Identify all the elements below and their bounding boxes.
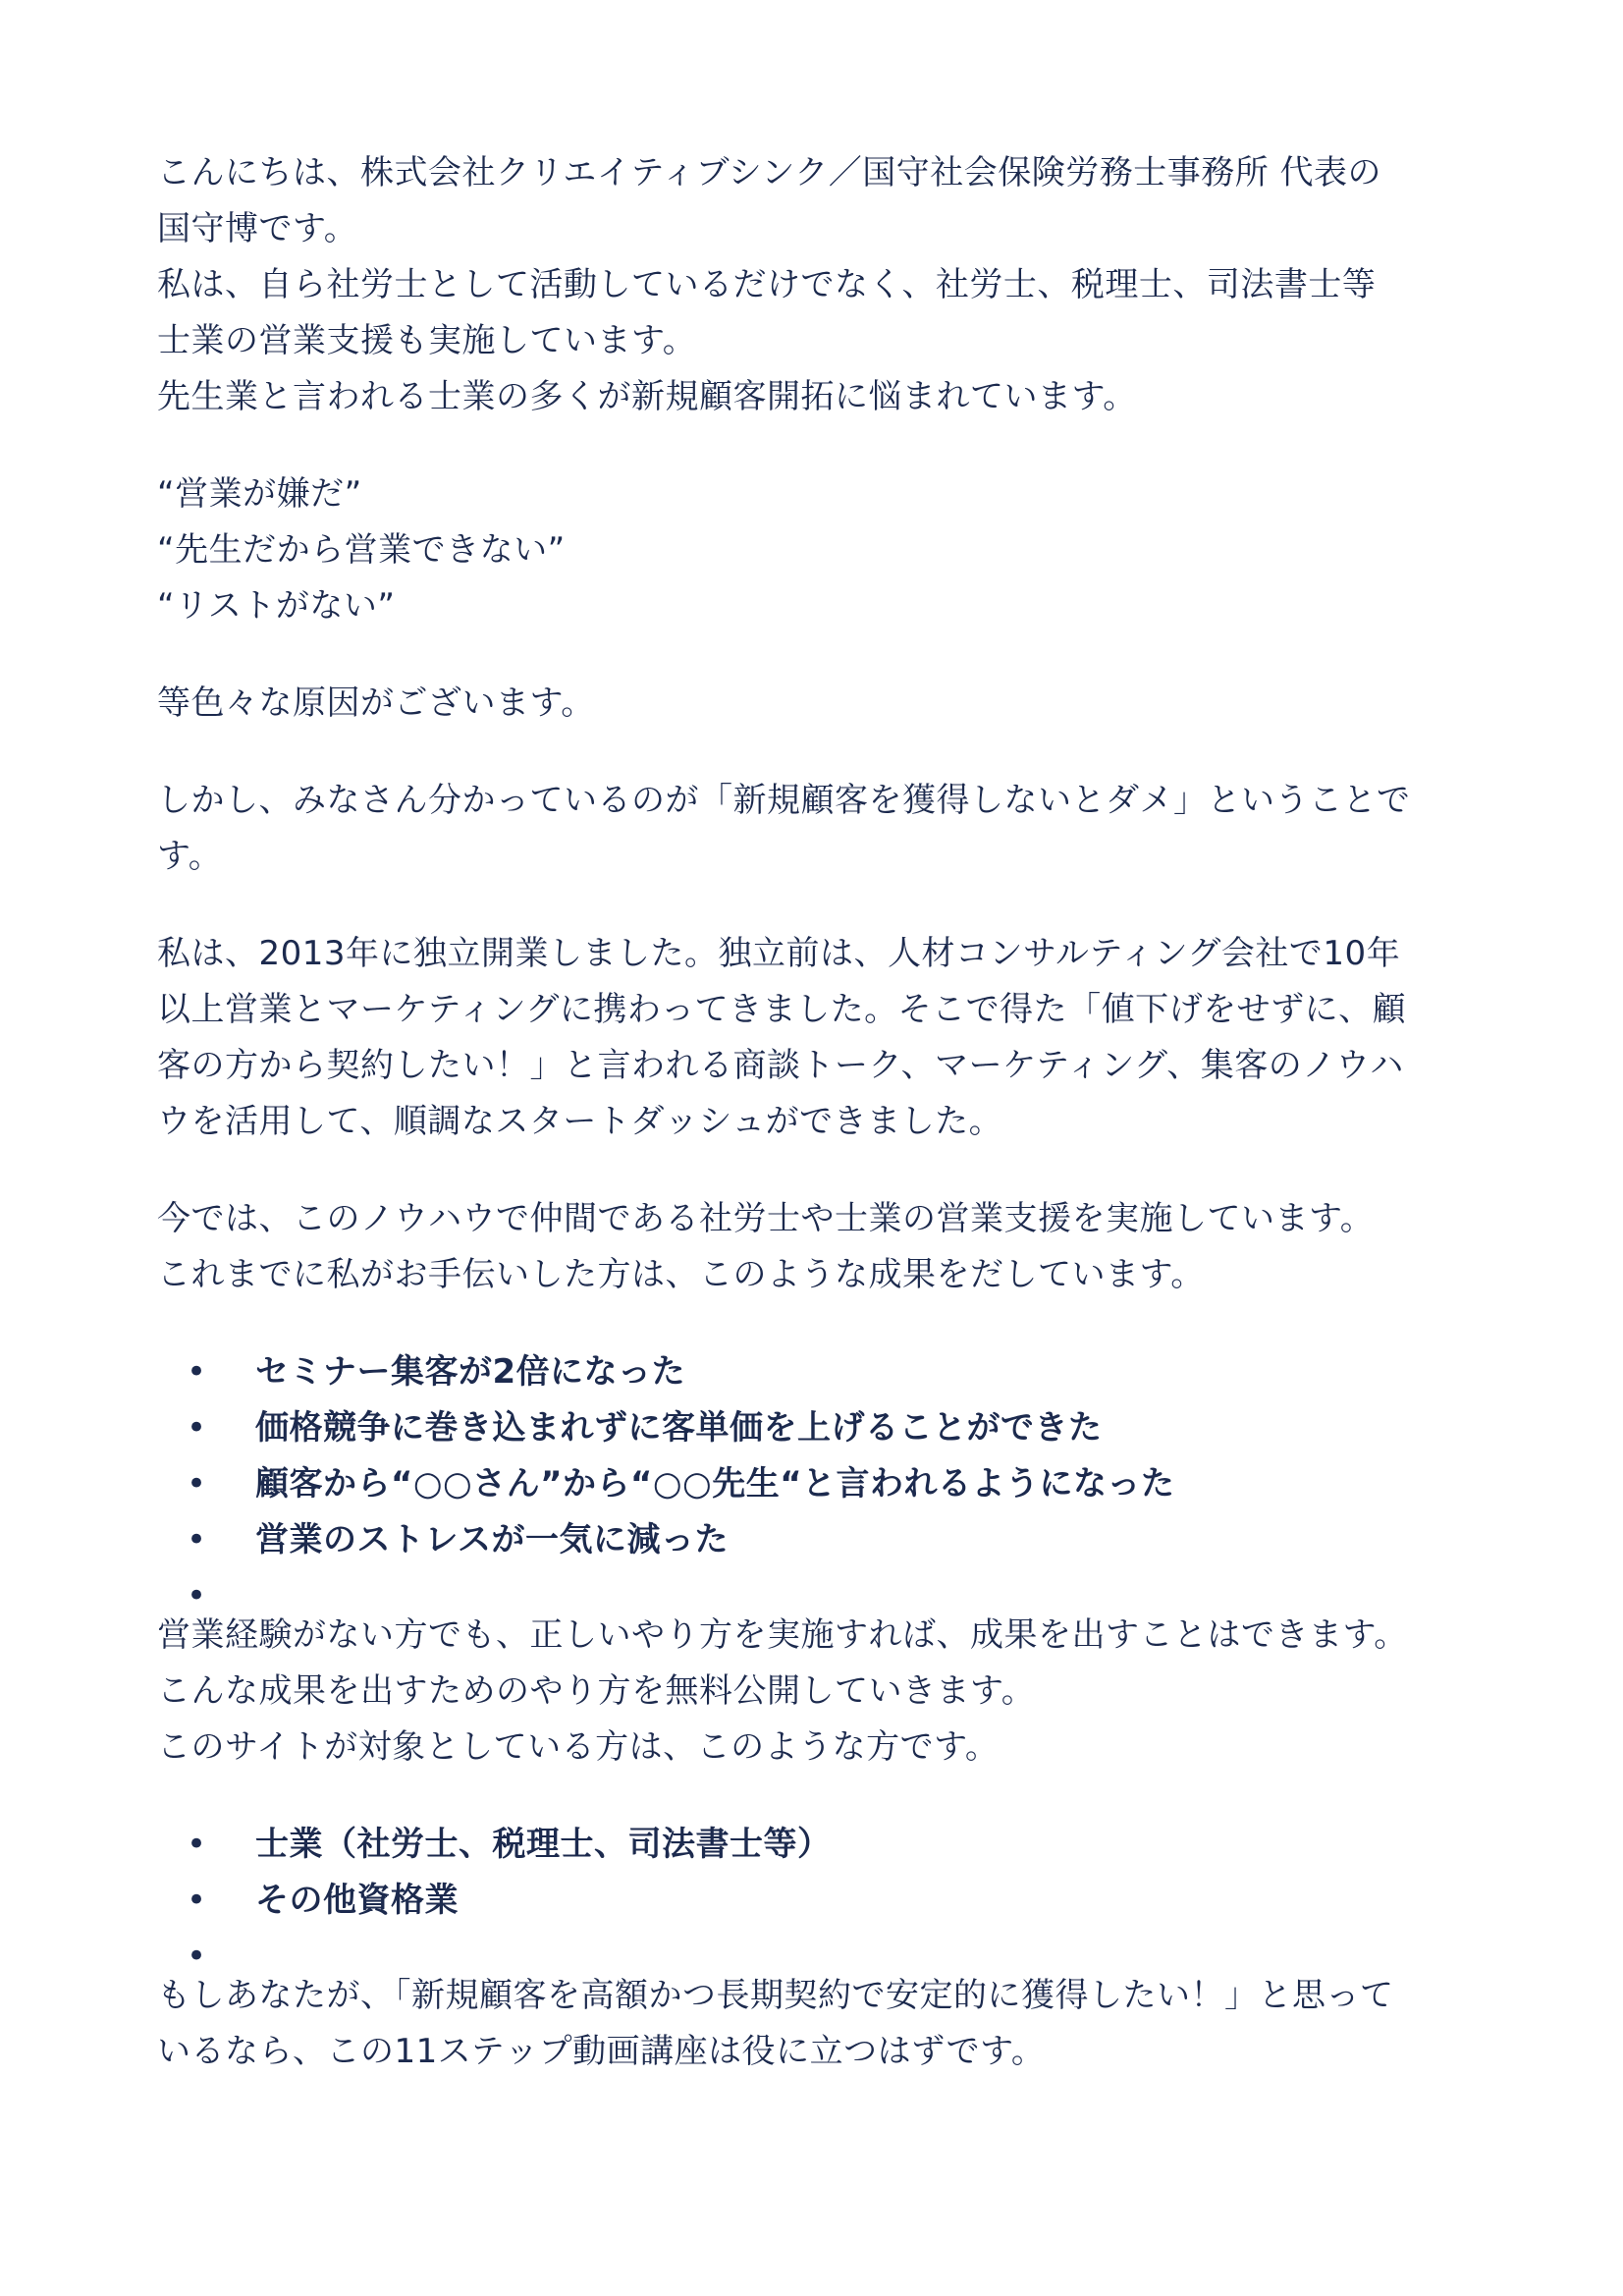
bullet-icon: • [187, 1464, 207, 1503]
paragraph-spacer [157, 732, 1483, 773]
paragraph-spacer [157, 1150, 1483, 1191]
intro-line: 士業の営業支援も実施しています。 [157, 321, 697, 360]
intro-paragraph [157, 145, 1483, 425]
however-paragraph [157, 773, 1483, 885]
method-paragraph [157, 1608, 1483, 1776]
list-item [157, 1817, 1483, 1873]
intro-line: 先生業と言われる士業の多くが新規顧客開拓に悩まれています。 [157, 377, 1137, 416]
method-line: このサイトが対象としている方は、このような方です。 [157, 1727, 1000, 1767]
reasons-paragraph [157, 676, 1483, 732]
list-item-text: セミナー集客が2倍になった [255, 1352, 686, 1392]
quotes-paragraph [157, 466, 1483, 634]
paragraph-spacer [157, 885, 1483, 926]
paragraph-spacer [157, 1303, 1483, 1344]
method-line: こんな成果を出すためのやり方を無料公開していきます。 [157, 1671, 1036, 1711]
bullet-icon: • [187, 1352, 207, 1392]
list-item [157, 1400, 1483, 1456]
document-body [157, 145, 1483, 2080]
list-item-text: 士業（社労士、税理士、司法書士等） [255, 1825, 832, 1864]
closing-line: もしあなたが、「新規顧客を高額かつ長期契約で安定的に獲得したい！」と思って [157, 1976, 1394, 2015]
bullet-icon: • [187, 1881, 207, 1920]
list-item-text: 顧客から“○○さん”から“○○先生“と言われるようになった [255, 1464, 1175, 1503]
paragraph-spacer [157, 425, 1483, 466]
history-line: 以上営業とマーケティングに携わってきました。そこで得た「値下げをせずに、顧 [157, 990, 1407, 1029]
closing-paragraph [157, 1968, 1483, 2080]
quote-line: “先生だから営業できない” [157, 530, 566, 570]
results-list [157, 1344, 1483, 1615]
intro-line: 国守博です。 [157, 209, 358, 248]
list-item [157, 1512, 1483, 1568]
history-line: 私は、2013年に独立開業しました。独立前は、人材コンサルティング会社で10年 [157, 934, 1401, 973]
targets-list [157, 1817, 1483, 1976]
list-item-text: 営業のストレスが一気に減った [255, 1520, 729, 1559]
reasons-line: 等色々な原因がございます。 [157, 683, 595, 723]
history-paragraph [157, 926, 1483, 1150]
support-line: 今では、このノウハウで仲間である社労士や士業の営業支援を実施しています。 [157, 1199, 1375, 1238]
quote-line: “営業が嫌だ” [157, 474, 362, 514]
paragraph-spacer [157, 634, 1483, 676]
list-item [157, 1873, 1483, 1929]
history-line: 客の方から契約したい！」と言われる商談トーク、マーケティング、集客のノウハ [157, 1046, 1404, 1085]
however-line: しかし、みなさん分かっているのが「新規顧客を獲得しないとダメ」ということで [157, 781, 1411, 820]
paragraph-spacer [157, 1776, 1483, 1817]
list-item-text: その他資格業 [255, 1881, 459, 1920]
bullet-icon: • [187, 1408, 207, 1448]
history-line: ウを活用して、順調なスタートダッシュができました。 [157, 1102, 1003, 1141]
list-item [157, 1568, 1483, 1615]
closing-line: いるなら、この11ステップ動画講座は役に立つはずです。 [157, 2032, 1046, 2071]
support-paragraph [157, 1191, 1483, 1303]
bullet-icon: • [187, 1520, 207, 1559]
bullet-icon: • [187, 1825, 207, 1864]
bullet-icon: • [187, 1937, 207, 1976]
method-line: 営業経験がない方でも、正しいやり方を実施すれば、成果を出すことはできます。 [157, 1615, 1408, 1655]
intro-line: こんにちは、株式会社クリエイティブシンク／国守社会保険労務士事務所 代表の [157, 153, 1382, 192]
however-line: す。 [157, 837, 223, 876]
intro-line: 私は、自ら社労士として活動しているだけでなく、社労士、税理士、司法書士等 [157, 265, 1377, 304]
list-item-text: 価格競争に巻き込まれずに客単価を上げることができた [255, 1408, 1103, 1448]
bullet-icon: • [187, 1576, 207, 1615]
quote-line: “リストがない” [157, 586, 396, 626]
list-item [157, 1929, 1483, 1976]
list-item [157, 1456, 1483, 1512]
list-item [157, 1344, 1483, 1400]
support-line: これまでに私がお手伝いした方は、このような成果をだしています。 [157, 1255, 1205, 1294]
